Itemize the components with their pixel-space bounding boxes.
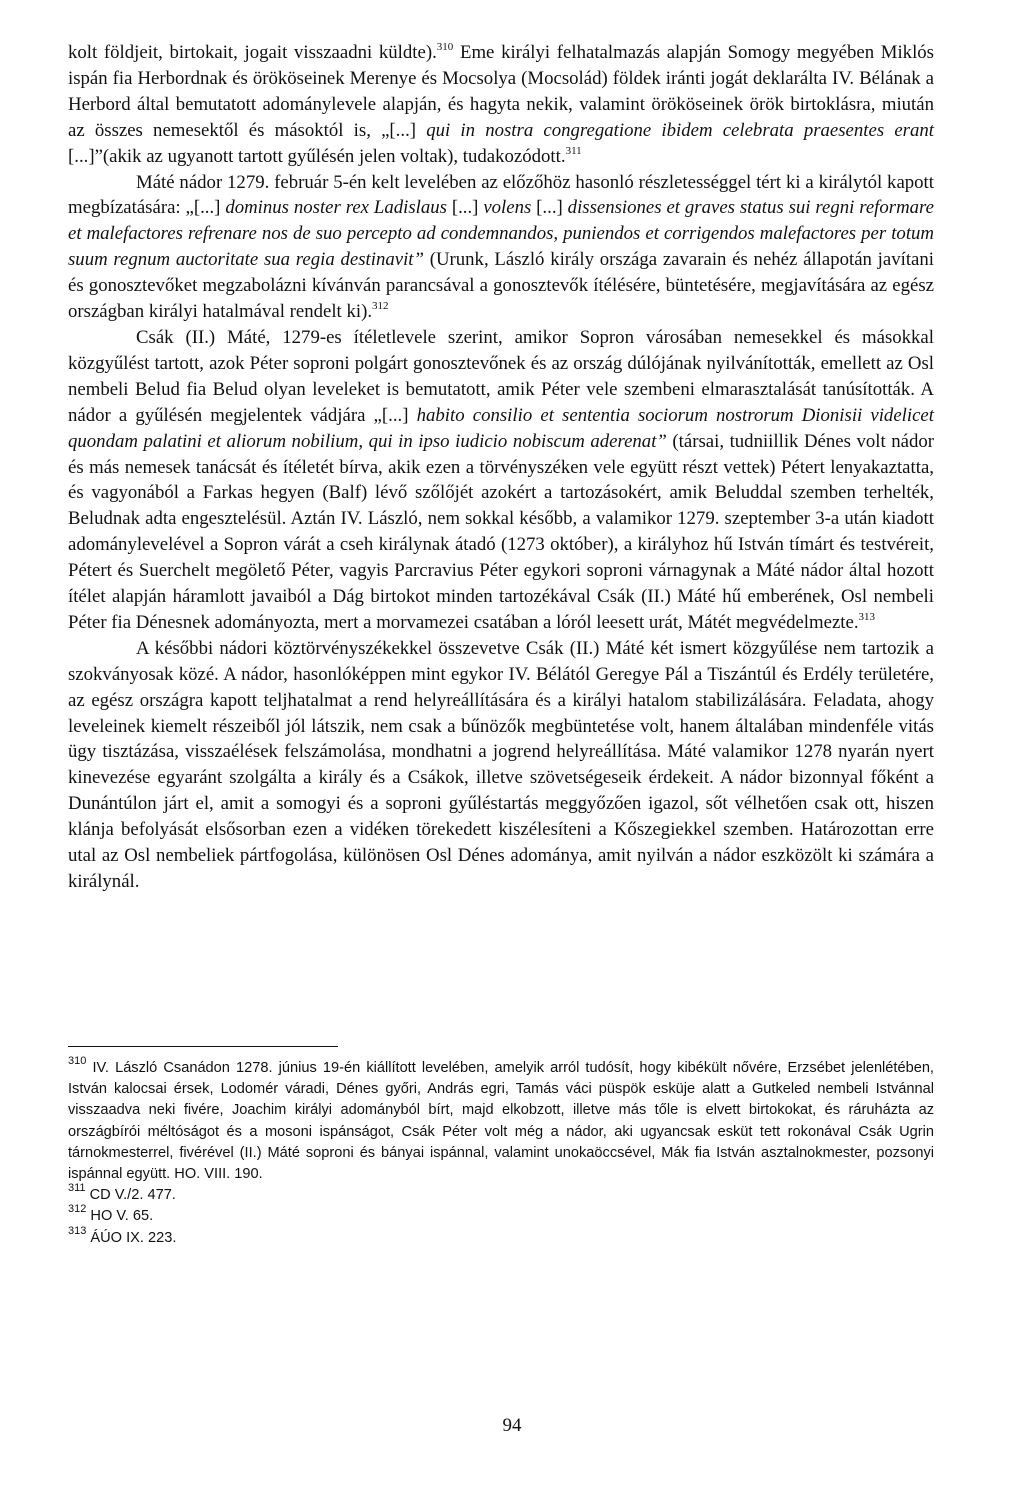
latin-quote: dominus noster rex Ladislaus (225, 197, 447, 219)
footnote-divider (68, 1046, 338, 1047)
main-text (68, 40, 934, 895)
footnote-312: $^{312}$ HO V. 65. (68, 1203, 154, 1225)
paragraph-1: kolt földjeit, birtokait, jogait visszaadni küldte).$^{310}$ Eme királyi felhatalmazás alapján Somogy megyében Miklós ispán fia Herbordnak és örököseinek Merenye és Mocsolya (Mocsolád) földek iránti jogát deklarálta IV. Bélának a Herbord által bemutatott adománylevele alapján, és hagyta nekik, valamint örököseinek örök birtoklásra, miután az összes nemesektől és másoktól is, „[...] qui in nostra congregatione ibidem celebrata praesentes erant [...]”(akik az ugyanott tartott gyűlésén jelen voltak), tudakozódott.$^{311}$ (68, 41, 934, 167)
paragraph-4: A későbbi nádori köztörvényszékekkel összevetve Csák (II.) Máté két ismert közgyűlése nem tartozik a szokványosak közé. A nádor, hasonlóképpen mint egykor IV. Bélától Geregye Pál a Tiszántúl és Erdély területére, az egész országra kapott teljhatalmat a rend helyreállítására és a királyi hatalom stabilizálására. Feladata, ahogy leveleinek kiemelt részeiből jól látszik, nem csak a bűnözők megbüntetése volt, hanem általában mindenféle vitás ügy tisztázása, visszaélések felszámolása, mondhatni a jogrend helyreállítása. Máté valamikor 1278 nyarán nyert kinevezése egyaránt szolgálta a király és a Csákok, illetve szövetségeseik érdekeit. A nádor bizonnyal főként a Dunántúlon járt el, amit a somogyi és a soproni gyűléstartás meggyőzően igazol, sőt vélhetően csak ott, hiszen klánja befolyását elsősorban ezen a vidéken törekedett kiszélesíteni a Kőszegiekkel szemben. Határozottan erre utal az Osl nembeliek pártfogolása, különösen Osl Dénes adománya, amit nyilván a nádor eszközölt ki számára a királynál. (68, 637, 934, 892)
footnote-number: 312 (68, 1203, 87, 1216)
footnote-ref-310[interactable]: 310 (436, 41, 454, 53)
latin-quote: dissensiones et graves status sui regni reformare et malefactores refrenare nos de suo percepto ad condemnandos, puniendos et corrigendos malefactores per totum suum regnum auctoritate sua regia destinavit” (68, 197, 934, 271)
footnote-311: $^{311}$ CD V./2. 477. (68, 1182, 176, 1204)
footnotes (68, 1055, 934, 1249)
paragraph-2: Máté nádor 1279. február 5-én kelt levelében az előzőhöz hasonló részletességgel tért ki a királytól kapott megbízatására: „[...] dominus noster rex Ladislaus [...] volens [...] dissensiones et graves status sui regni reformare et malefactores refrenare nos de suo percepto ad condemnandos, puniendos et corrigendos malefactores per totum suum regnum auctoritate sua regia destinavit” (Urunk, László király országa zavarain és nehéz állapotán javítani és gonosztevőket megzabolázni kívánván parancsával a gonosztevők ítélésére, büntetésére, megjavítására az egész országban királyi hatalmával rendelt ki).$^{312}$ (68, 171, 934, 323)
footnote-number: 311 (68, 1182, 86, 1195)
latin-quote: volens (483, 197, 532, 219)
page-number: 94 (502, 1415, 522, 1436)
latin-quote: habito consilio et sententia sociorum nostrorum Dionisii videlicet quondam palatini et aliorum nobilium, qui in ipso iudicio nobiscum aderenat” (68, 404, 934, 452)
footnote-ref-312[interactable]: 312 (372, 300, 389, 313)
footnote-ref-311[interactable]: 311 (565, 144, 582, 157)
footnote-number: 313 (68, 1224, 87, 1237)
latin-quote: qui in nostra congregatione ibidem celebrata praesentes erant (426, 119, 934, 141)
footnote-310: $^{310}$ IV. László Csanádon 1278. június 19-én kiállított levelében, amelyik arról tudósít, hogy kibékült nővére, Erzsébet jelenlétében, István kalocsai érsek, Lodomér váradi, Dénes győri, András egri, Tamás váci püspök esküje alatt a Gutkeled nembeli Istvánnal visszaadva neki fivére, Joachim királyi adományból bírt, majd elkobzott, illetve más tőle is elvett birtokokat, és ráruházta az országbírói méltóságot és a mosoni ispánságot, Csák Péter volt még a nádor, aki ugyancsak esküt tett rokonával Csák Ugrin tárnokmesterrel, fivérével (II.) Máté soproni és bányai ispánnal, valamint unokaöccsével, Mák fia István asztalnokmester, pozsonyi ispánnal együtt. HO. VIII. 190. (68, 1055, 934, 1183)
paragraph-3: Csák (II.) Máté, 1279-es ítéletlevele szerint, amikor Sopron városában nemesekkel és másokkal közgyűlést tartott, azok Péter soproni polgárt gonosztevőnek és az ország dúlójának nyilvánították, emellett az Osl nembeli Belud fia Belud olyan leveleket is bemutatott, amik Péter vele szembeni elmarasztalását tanúsították. A nádor a gyűlésén megjelentek vádjára „[...] habito consilio et sententia sociorum nostrorum Dionisii videlicet quondam palatini et aliorum nobilium, qui in ipso iudicio nobiscum aderenat” (társai, tudniillik Dénes volt nádor és más nemesek tanácsát és ítéletét bírva, akik ezen a törvényszéken vele együtt részt vettek) Pétert lenyakaztatta, és vagyonából a Farkas hegyen (Balf) lévő szőlőjét azokért a tartozásokért, amik Beluddal szemben terhelték, Beludnak adta engesztelésül. Aztán IV. László, nem sokkal később, a valamikor 1279. szeptember 3-a után kiadott adománylevelével a Sopron várát a cseh királynak átadó (1273 október), a királyhoz hű István tímárt és testvéreit, Pétert és Suerchelt megölető Péter, vagyis Parcravius Péter egykori soproni várnagynak a Máté nádor által hozott ítélet alapján háramlott javaiból a Dág birtokot minden tartozékával Csák (II.) Máté hű emberének, Osl nembeli Péter fia Dénesnek adományozta, mert a morvamezei csatában a lóról leesett urát, Mátét megvédelmezte.$^{313}$ (68, 326, 934, 633)
footnote-ref-313[interactable]: 313 (858, 610, 876, 623)
footnote-313: $^{313}$ ÁÚO IX. 223. (68, 1224, 177, 1246)
footnote-number: 310 (68, 1055, 87, 1067)
